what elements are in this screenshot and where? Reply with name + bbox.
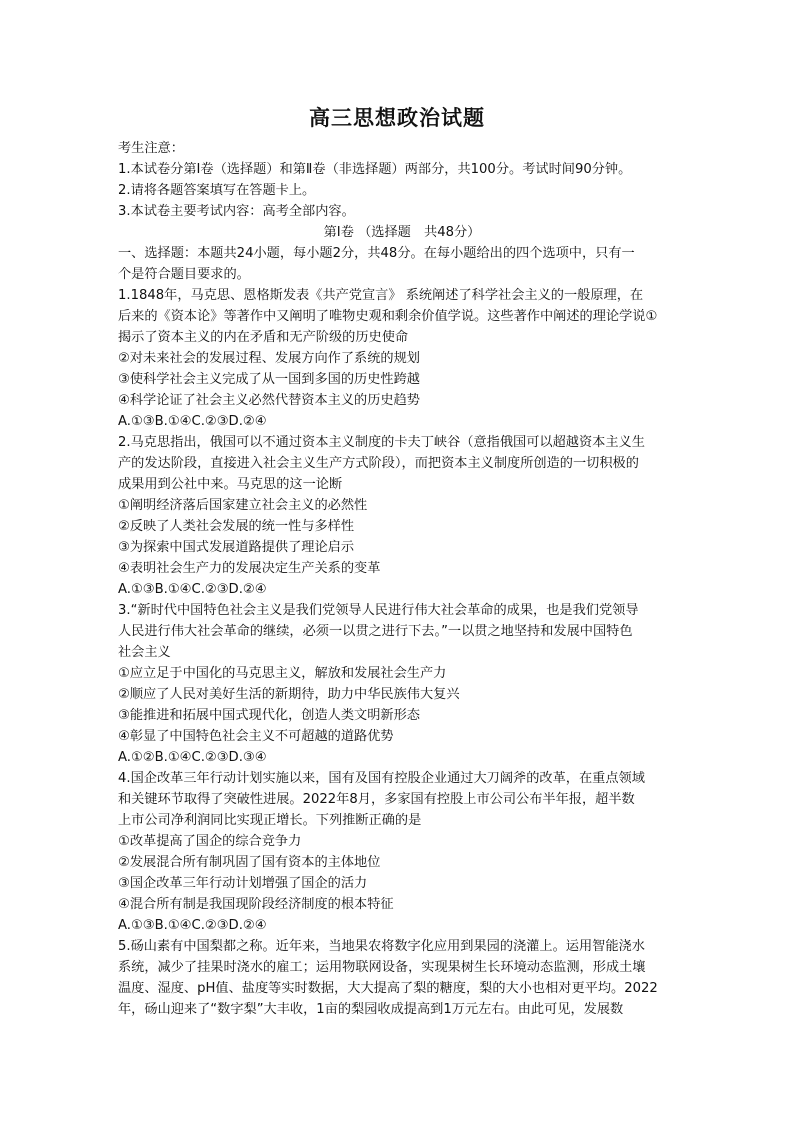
- question-1-stem: 后来的《资本论》等著作中又阐明了唯物史观和剩余价值学说。这些著作中阐述的理论学说①: [118, 309, 658, 324]
- question-1-option: ③使科学社会主义完成了从一国到多国的历史性跨越: [118, 372, 420, 387]
- question-5-stem: 5.砀山素有中国梨都之称。近年来，当地果农将数字化应用到果园的浇灌上。运用智能浇水: [118, 939, 645, 954]
- question-3-stem: 人民进行伟大社会革命的继续，必须一以贯之进行下去。”一以贯之地坚持和发展中国特色: [118, 624, 633, 639]
- question-2-option: ①阐明经济落后国家建立社会主义的必然性: [118, 498, 368, 513]
- section-instructions: 一、选择题：本题共24小题，每小题2分，共48分。在每小题给出的四个选项中，只有一: [118, 246, 635, 261]
- question-3-answers: A.①②B.①④C.②③D.③④: [118, 750, 267, 765]
- question-2-stem: 产的发达阶段，直接进入社会主义生产方式阶段），而把资本主义制度所创造的一切积极的: [118, 456, 639, 471]
- page-title: 高三思想政治试题: [309, 106, 485, 130]
- question-1-option: 揭示了资本主义的内在矛盾和无产阶级的历史使命: [118, 330, 409, 345]
- question-2-option: ③为探索中国式发展道路提供了理论启示: [118, 540, 355, 555]
- question-4-option: ④混合所有制是我国现阶段经济制度的根本特征: [118, 897, 394, 912]
- question-3-option: ④彰显了中国特色社会主义不可超越的道路优势: [118, 729, 394, 744]
- question-1-stem: 1.1848年，马克思、恩格斯发表《共产党宣言》 系统阐述了科学社会主义的一般原理，在: [118, 288, 644, 303]
- question-4-stem: 4.国企改革三年行动计划实施以来，国有及国有控股企业通过大刀阔斧的改革，在重点领域: [118, 771, 645, 786]
- question-4-option: ①改革提高了国企的综合竞争力: [118, 834, 302, 849]
- question-1-option: ④科学论证了社会主义必然代替资本主义的历史趋势: [118, 393, 420, 408]
- question-1-answers: A.①③B.①④C.②③D.②④: [118, 414, 267, 429]
- question-2-option: ②反映了人类社会发展的统一性与多样性: [118, 519, 355, 534]
- question-4-answers: A.①③B.①④C.②③D.②④: [118, 918, 267, 933]
- question-3-option: ①应立足于中国化的马克思主义，解放和发展社会生产力: [118, 666, 447, 681]
- notice-item-3: 3.本试卷主要考试内容：高考全部内容。: [118, 204, 355, 219]
- question-5-stem: 系统，减少了挂果时浇水的雇工；运用物联网设备，实现果树生长环境动态监测，形成土壤: [118, 960, 646, 975]
- question-4-stem: 和关键环节取得了突破性进展。2022年8月，多家国有控股上市公司公布半年报，超半数: [118, 792, 635, 807]
- question-3-option: ③能推进和拓展中国式现代化，创造人类文明新形态: [118, 708, 420, 723]
- question-3-stem: 3.“新时代中国特色社会主义是我们党领导人民进行伟大社会革命的成果，也是我们党领导: [118, 603, 639, 618]
- question-1-option: ②对未来社会的发展过程、发展方向作了系统的规划: [118, 351, 420, 366]
- section-instructions: 个是符合题目要求的。: [118, 267, 250, 282]
- question-5-stem: 温度、湿度、pH值、盐度等实时数据，大大提高了梨的糖度，梨的大小也相对更平均。2022: [118, 981, 658, 996]
- notice-item-2: 2.请将各题答案填写在答题卡上。: [118, 183, 316, 198]
- question-2-stem: 成果用到公社中来。马克思的这一论断: [118, 477, 343, 492]
- question-3-option: ②顺应了人民对美好生活的新期待，助力中华民族伟大复兴: [118, 687, 460, 702]
- question-3-stem: 社会主义: [118, 645, 171, 660]
- question-4-stem: 上市公司净利润同比实现正增长。下列推断正确的是: [118, 813, 422, 828]
- question-2-stem: 2.马克思指出，俄国可以不通过资本主义制度的卡夫丁峡谷（意指俄国可以超越资本主义生: [118, 435, 645, 450]
- exam-body: [118, 138, 686, 1020]
- notice-heading: 考生注意：: [118, 141, 184, 156]
- section-heading: 第Ⅰ卷 （选择题 共48分）: [323, 225, 481, 240]
- question-2-answers: A.①③B.①④C.②③D.②④: [118, 582, 267, 597]
- question-5-stem: 年，砀山迎来了“数字梨”大丰收，1亩的梨园收成提高到1万元左右。由此可见，发展数: [118, 1002, 624, 1017]
- question-4-option: ③国企改革三年行动计划增强了国企的活力: [118, 876, 368, 891]
- question-4-option: ②发展混合所有制巩固了国有资本的主体地位: [118, 855, 381, 870]
- question-2-option: ④表明社会生产力的发展决定生产关系的变革: [118, 561, 381, 576]
- notice-item-1: 1.本试卷分第Ⅰ卷（选择题）和第Ⅱ卷（非选择题）两部分，共100分。考试时间90分钟。: [118, 162, 632, 177]
